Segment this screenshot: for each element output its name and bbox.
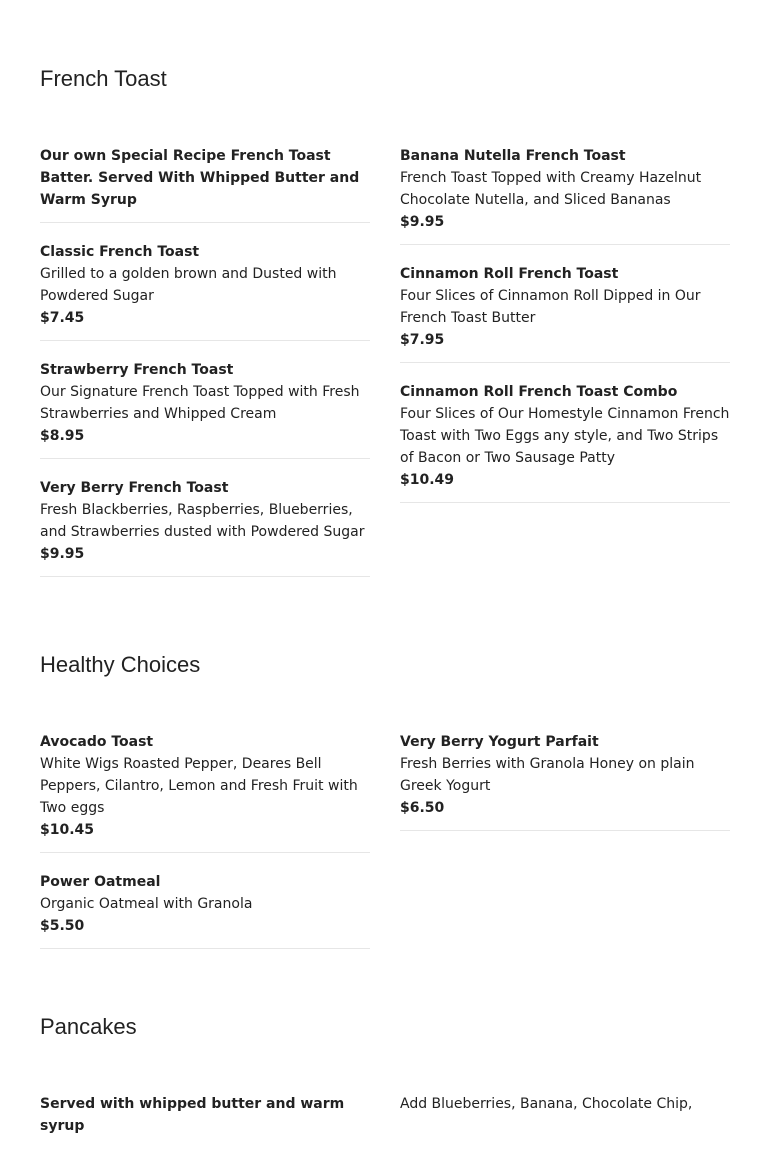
menu-item-description: Fresh Blackberries, Raspberries, Blueberries, and Strawberries dusted with Powdered Sugar [40,502,365,540]
menu-item[interactable] [40,731,370,853]
menu-item-name: Very Berry French Toast [40,480,229,496]
healthy-choices-left-column [40,731,370,967]
pancakes-right-column [400,1093,730,1144]
menu-item[interactable] [400,381,730,503]
menu-item-price: $6.50 [400,800,445,816]
menu-item-description: Four Slices of Cinnamon Roll Dipped in Our French Toast Butter [400,288,701,326]
menu-item-price: $9.95 [400,214,445,230]
menu-item-name: Banana Nutella French Toast [400,148,626,164]
menu-item-description: French Toast Topped with Creamy Hazelnut Chocolate Nutella, and Sliced Bananas [400,170,702,208]
menu-item-description: Grilled to a golden brown and Dusted with Powdered Sugar [40,266,337,304]
menu-item[interactable] [400,263,730,363]
pancakes-addons [400,1093,730,1126]
menu-item[interactable] [40,477,370,577]
menu-item[interactable] [40,359,370,459]
menu-item[interactable] [40,241,370,341]
menu-item-price: $9.95 [40,546,85,562]
menu-item-description: White Wigs Roasted Pepper, Deares Bell Peppers, Cilantro, Lemon and Fresh Fruit with Two eggs [40,756,358,816]
menu-item-name: Avocado Toast [40,734,154,750]
menu-item-price: $7.45 [40,310,85,326]
menu-item-price: $8.95 [40,428,85,444]
menu-item-name: Cinnamon Roll French Toast [400,266,619,282]
menu-item-name: Very Berry Yogurt Parfait [400,734,599,750]
menu-item-description: Four Slices of Our Homestyle Cinnamon French Toast with Two Eggs any style, and Two Strips of Bacon or Two Sausage Patty [400,406,730,466]
french-toast-left-column [40,145,370,595]
french-toast-right-column [400,145,730,521]
menu-item-name: Power Oatmeal [40,874,161,890]
menu-item-name: Strawberry French Toast [40,362,234,378]
menu-item-description: Organic Oatmeal with Granola [40,896,253,912]
pancakes-addons-text: Add Blueberries, Banana, Chocolate Chip, [400,1096,693,1112]
healthy-choices-right-column [400,731,730,849]
french-toast-intro [40,145,370,223]
section-title-pancakes: Pancakes [40,1014,137,1039]
menu-item-description: Fresh Berries with Granola Honey on plain Greek Yogurt [400,756,695,794]
menu-item-name: Cinnamon Roll French Toast Combo [400,384,678,400]
section-title-healthy-choices: Healthy Choices [40,652,201,677]
french-toast-intro-text: Our own Special Recipe French Toast Batter. Served With Whipped Butter and Warm Syrup [40,148,360,208]
pancakes-left-column [40,1093,370,1166]
menu-item-price: $7.95 [400,332,445,348]
menu-item[interactable] [400,145,730,245]
menu-item-name: Classic French Toast [40,244,200,260]
section-title-french-toast: French Toast [40,66,167,91]
menu-item[interactable] [40,871,370,949]
pancakes-intro-text: Served with whipped butter and warm syrup [40,1096,345,1134]
menu-item-price: $10.45 [40,822,95,838]
menu-item-description: Our Signature French Toast Topped with Fresh Strawberries and Whipped Cream [40,384,360,422]
menu-item-price: $5.50 [40,918,85,934]
menu-item[interactable] [400,731,730,831]
menu-item-price: $10.49 [400,472,455,488]
pancakes-intro [40,1093,370,1148]
